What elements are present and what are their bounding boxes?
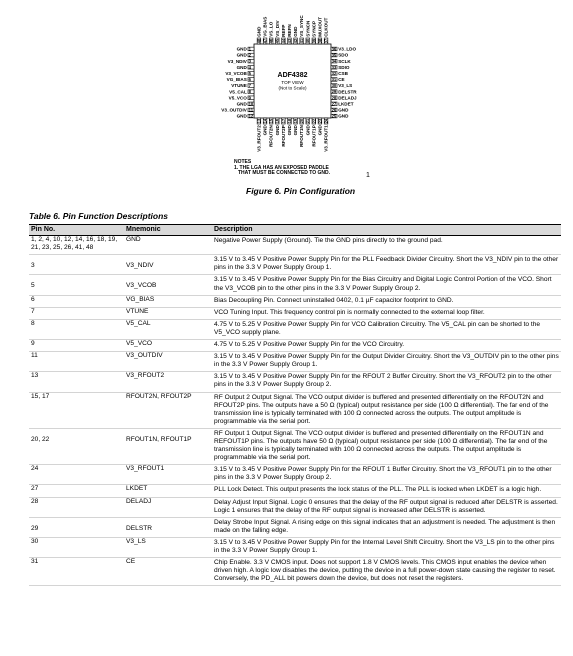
pin-label: VTUNE: [231, 83, 247, 89]
pin-label: GND: [293, 26, 299, 37]
figure-mark: 1: [366, 172, 370, 179]
table-row: [29, 517, 561, 537]
description-cell: 3.15 V to 3.45 V Positive Power Supply Pin for the RFOUT 2 Buffer Circuitry. Short the V3_RFOUT2 pin to the other pins in the 3.3 V Power Supply Group 2.: [212, 372, 561, 392]
pin-label: RFOUT1P: [311, 125, 317, 147]
table-row: [29, 428, 561, 464]
pin-label: REFP: [280, 24, 286, 37]
table-row: [29, 372, 561, 392]
pin-number: 10: [248, 101, 254, 107]
description-cell: PLL Lock Detect. This output presents the lock status of the PLL. The PLL is locked when LKDET is a logic high.: [212, 485, 561, 497]
description-cell: 4.75 V to 5.25 V Positive Power Supply Pin for VCO Calibration Circuitry. The V5_CAL pin can be shorted to the V5_VCO supply plane.: [212, 319, 561, 339]
pin-number: 48: [256, 38, 262, 44]
pin-label: GND: [305, 125, 311, 136]
pin-number-cell: 15, 17: [29, 392, 124, 428]
pin-number-cell: 28: [29, 497, 124, 517]
mnemonic-cell: CE: [124, 558, 212, 586]
mnemonic-cell: RFOUT1N, RFOUT1P: [124, 428, 212, 464]
header-mnemonic: Mnemonic: [124, 225, 212, 236]
pin-number-cell: 20, 22: [29, 428, 124, 464]
mnemonic-cell: V3_LS: [124, 537, 212, 557]
pin-label: VS_SYNC: [299, 15, 305, 37]
pin-number-cell: 13: [29, 372, 124, 392]
pin-number: 22: [311, 118, 317, 124]
mnemonic-cell: RFOUT2N, RFOUT2P: [124, 392, 212, 428]
mnemonic-cell: V3_NDIV: [124, 255, 212, 275]
pin-label: GND: [262, 125, 268, 136]
pin-number: 39: [311, 38, 317, 44]
pin-label: V3_OUTDIV: [221, 107, 247, 113]
pin-number: 35: [331, 52, 337, 58]
table-row: [29, 295, 561, 307]
pin-label: GND: [338, 113, 349, 119]
description-cell: RF Output 1 Output Signal. The VCO output divider is buffered and presented differentially on the RFOUT1N and REFOUT1P pins. The outputs have 50 Ω (typical) output resistance per side (100 Ω differential). The far end of the transmission line is typically terminated with 100 Ω connected across the outputs. The output amplitude is programmable via the serial port.: [212, 428, 561, 464]
mnemonic-cell: V3_OUTDIV: [124, 352, 212, 372]
pin-number: 42: [293, 38, 299, 44]
description-cell: Bias Decoupling Pin. Connect uninstalled 0402, 0.1 µF capacitor footprint to GND.: [212, 295, 561, 307]
description-cell: 3.15 V to 3.45 V Positive Power Supply Pin for the RFOUT 1 Buffer Circuitry. Short the V3_RFOUT1 pin to the other pins in the 3.3 V Power Supply Group 2.: [212, 465, 561, 485]
pin-number: 19: [293, 118, 299, 124]
pin-label: GND: [236, 113, 247, 119]
figure-notes: [234, 160, 330, 177]
description-cell: Chip Enable. 3.3 V CMOS input. Does not support 1.8 V CMOS levels. This CMOS input enables the device when driven high. A logic low disables the device, putting the device in a full power-down state causing the register to reset. Conversely, the PD_ALL bit powers down the device, but does not reset the registers.: [212, 558, 561, 586]
table-row: [29, 465, 561, 485]
pin-number-cell: 30: [29, 537, 124, 557]
pin-number-cell: 8: [29, 319, 124, 339]
pin-number: 1: [248, 46, 251, 52]
table-row: [29, 392, 561, 428]
pin-label: GND: [236, 52, 247, 58]
pin-label: SCLK: [338, 58, 351, 64]
pin-number-cell: 27: [29, 485, 124, 497]
pin-number: 9: [248, 95, 251, 101]
pin-number: 29: [331, 89, 337, 95]
pin-number: 17: [280, 118, 286, 124]
pin-number: 38: [317, 38, 323, 44]
description-cell: Delay Strobe Input Signal. A rising edge on this signal indicates that an adjustment is needed. The adjustment is then made on the falling edge.: [212, 517, 561, 537]
pin-number: 13: [256, 118, 262, 124]
pin-function-table: [29, 224, 561, 586]
table-row: [29, 275, 561, 295]
pin-number: 43: [286, 38, 292, 44]
description-cell: 3.15 V to 3.45 V Positive Power Supply Pin for the Output Divider Circuitry. Short the V3_OUTDIV pin to the other pins in the 3.3 V Power Supply Group 1.: [212, 352, 561, 372]
pin-label: SYNCN: [305, 20, 311, 37]
pin-label: V3_RFOUT1: [323, 125, 329, 152]
table-row: [29, 485, 561, 497]
pin-label: MUXOUT: [317, 16, 323, 37]
pin-number-cell: 29: [29, 517, 124, 537]
chip-part-name: ADF4382: [277, 72, 308, 79]
mnemonic-cell: V3_RFOUT2: [124, 372, 212, 392]
pin-number: 15: [268, 118, 274, 124]
pin-number: 32: [331, 70, 337, 76]
header-description: Description: [212, 225, 561, 236]
pin-number: 34: [331, 58, 337, 64]
pin-label: REFN: [287, 24, 293, 37]
pin-number: 44: [280, 38, 286, 44]
mnemonic-cell: V3_RFOUT1: [124, 465, 212, 485]
chip-view-label: TOP VIEW: [281, 80, 304, 85]
description-cell: 4.75 V to 5.25 V Positive Power Supply Pin for the VCO Circuitry.: [212, 340, 561, 352]
pin-number-cell: 31: [29, 558, 124, 586]
mnemonic-cell: VTUNE: [124, 307, 212, 319]
pin-number-cell: 7: [29, 307, 124, 319]
pin-label: VS_LO: [268, 21, 274, 37]
notes-heading: NOTES: [234, 159, 252, 165]
pin-number: 20: [299, 118, 305, 124]
pin-number-cell: 11: [29, 352, 124, 372]
mnemonic-cell: GND: [124, 236, 212, 255]
pin-label: VG_BIAS: [262, 16, 268, 37]
pin-label: V3_NDIV: [227, 58, 247, 64]
description-cell: VCO Tuning Input. This frequency control pin is normally connected to the external loop filter.: [212, 307, 561, 319]
mnemonic-cell: V5_VCO: [124, 340, 212, 352]
table-row: [29, 236, 561, 255]
pin-number-cell: 1, 2, 4, 10, 12, 14, 16, 18, 19, 21, 23, 25, 26, 41, 48: [29, 236, 124, 255]
pin-number: 41: [299, 38, 305, 44]
pin-number-cell: 9: [29, 340, 124, 352]
pin-label: SDO: [338, 52, 349, 58]
pin-label: RFOUT1N: [299, 125, 305, 147]
pin-label: CLKOUT: [323, 17, 329, 37]
description-cell: Delay Adjust Input Signal. Logic 0 ensures that the delay of the RF output signal is reduced after DELSTR is asserted. Logic 1 ensures that the delay of the RF output signal is increased after DELSTR is asserted.: [212, 497, 561, 517]
pin-label: SYNCP: [311, 20, 317, 37]
pin-label: GND: [256, 26, 262, 37]
pin-number: 3: [248, 58, 251, 64]
pin-number: 7: [248, 83, 251, 89]
table-header-row: [29, 225, 561, 236]
pin-number: 45: [274, 38, 280, 44]
pin-number: 40: [305, 38, 311, 44]
pin-label: V3_LDO: [338, 46, 357, 52]
table-row: [29, 255, 561, 275]
pin-number-cell: 5: [29, 275, 124, 295]
pin-label: GND: [287, 125, 293, 136]
pin-label: VS_DIV: [274, 20, 280, 37]
pin-number: 31: [331, 76, 337, 82]
notes-line-1: 1. THE LGA HAS AN EXPOSED PADDLE: [234, 164, 329, 171]
pin-label: DELSTR: [338, 89, 357, 95]
pin-number: 23: [317, 118, 323, 124]
pin-number: 36: [331, 46, 337, 52]
pin-label: GND: [274, 125, 280, 136]
pin-label: RFOUT2N: [268, 125, 274, 147]
pin-label: V5_VCO: [228, 95, 247, 101]
pin-number: 4: [248, 64, 251, 70]
pin-label: CE: [338, 77, 345, 83]
pin-label: GND: [236, 64, 247, 70]
pin-number: 24: [323, 118, 329, 124]
pin-number: 21: [305, 118, 311, 124]
mnemonic-cell: V5_CAL: [124, 319, 212, 339]
pin-number: 6: [248, 76, 251, 82]
pin-number: 46: [268, 38, 274, 44]
table-row: [29, 319, 561, 339]
pin-label: V3_VCOB: [225, 70, 247, 76]
pin-label: GND: [317, 125, 323, 136]
pin-label: V5_CAL: [229, 89, 247, 95]
mnemonic-cell: V3_VCOB: [124, 275, 212, 295]
pin-number: 28: [331, 95, 337, 101]
pin-label: GND: [293, 125, 299, 136]
pin-number-cell: 3: [29, 255, 124, 275]
pin-label: CSB: [338, 70, 348, 76]
pin-number: 12: [248, 113, 254, 119]
table-row: [29, 497, 561, 517]
pin-number: 30: [331, 83, 337, 89]
pin-number: 18: [286, 118, 292, 124]
pin-number-cell: 24: [29, 465, 124, 485]
pin-label: SDIO: [338, 64, 350, 70]
table-row: [29, 340, 561, 352]
pin-number: 16: [274, 118, 280, 124]
pin-number: 25: [331, 113, 337, 119]
pin-number: 37: [323, 38, 329, 44]
mnemonic-cell: LKDET: [124, 485, 212, 497]
pin-number: 14: [262, 118, 268, 124]
table-caption: Table 6. Pin Function Descriptions: [29, 211, 169, 221]
table-row: [29, 307, 561, 319]
pin-label: LKDET: [338, 101, 354, 107]
table-row: [29, 537, 561, 557]
pin-number: 8: [248, 89, 251, 95]
mnemonic-cell: DELSTR: [124, 517, 212, 537]
description-cell: 3.15 V to 3.45 V Positive Power Supply Pin for the Bias Circuitry and Digital Logic Control Portion of the VCO. Short the V3_VCOB pin to the other pins in the 3.3 V Power Supply Group 2.: [212, 275, 561, 295]
pin-label: V3_LS: [338, 83, 353, 89]
pin-number-cell: 6: [29, 295, 124, 307]
description-cell: Negative Power Supply (Ground). Tie the GND pins directly to the ground pad.: [212, 236, 561, 255]
notes-line-2: THAT MUST BE CONNECTED TO GND.: [238, 170, 331, 177]
pin-number: 47: [262, 38, 268, 44]
description-cell: RF Output 2 Output Signal. The VCO output divider is buffered and presented differentially on the RFOUT2N and RFOUT2P pins. The outputs have a 50 Ω (typical) output resistance per side (100 Ω differential). The far end of the transmission line is typically terminated with 100 Ω connected across the outputs. The output amplitude is programmable via the serial port.: [212, 392, 561, 428]
mnemonic-cell: VG_BIAS: [124, 295, 212, 307]
pin-number: 26: [331, 107, 337, 113]
pin-label: VG_BIAS: [226, 77, 247, 83]
pin-number: 33: [331, 64, 337, 70]
pin-label: V3_RFOUT2: [256, 125, 262, 152]
pin-label: GND: [236, 46, 247, 52]
chip-scale-label: (Not to Scale): [278, 85, 307, 91]
pin-configuration-figure: [0, 0, 573, 200]
pin-label: GND: [338, 107, 349, 113]
pin-number: 2: [248, 52, 251, 58]
figure-caption: Figure 6. Pin Configuration: [246, 186, 356, 196]
pin-label: GND: [236, 101, 247, 107]
pin-label: RFOUT2P: [280, 125, 286, 147]
pin-number: 5: [248, 70, 251, 76]
pin-label: DELADJ: [338, 95, 357, 101]
description-cell: 3.15 V to 3.45 V Positive Power Supply Pin for the PLL Feedback Divider Circuitry. Short the V3_NDIV pin to the other pins in the 3.3 V Power Supply Group 1.: [212, 255, 561, 275]
pin-number: 27: [331, 101, 337, 107]
header-pin-no: Pin No.: [29, 225, 124, 236]
mnemonic-cell: DELADJ: [124, 497, 212, 517]
table-row: [29, 558, 561, 586]
pin-number: 11: [248, 107, 254, 113]
table-row: [29, 352, 561, 372]
description-cell: 3.15 V to 3.45 V Positive Power Supply Pin for the Internal Level Shift Circuitry. Short the V3_LS pin to the other pins in the 3.3 V Power Supply Group 1.: [212, 537, 561, 557]
